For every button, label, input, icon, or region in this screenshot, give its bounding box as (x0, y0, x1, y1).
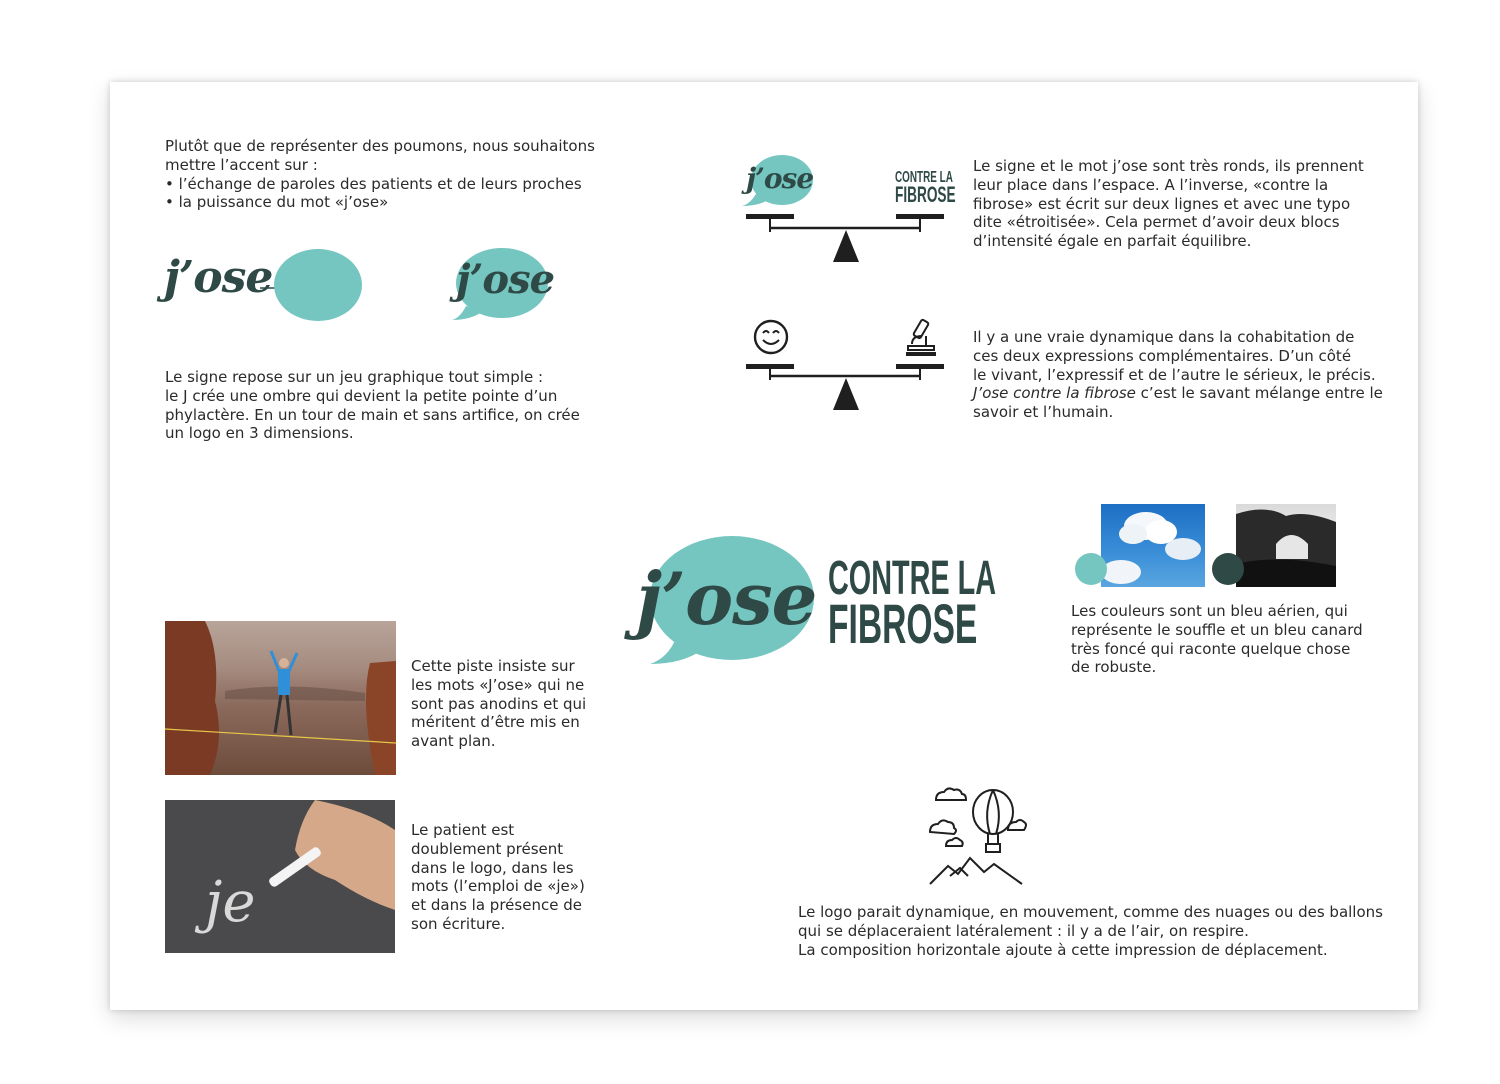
logo-word-large: j’ose (636, 556, 817, 641)
logo-word-small: j’ose (456, 256, 555, 303)
intro-text: Plutôt que de représenter des poumons, nous souhaitons mettre l’accent sur : • l’échange de paroles des patients et de leurs proches • la puissance du mot «j’ose» (165, 137, 595, 212)
balance-logo-diagram (740, 150, 960, 270)
balance2-text: Il y a une vraie dynamique dans la cohabitation de ces deux expressions complémentaires. D’un côté le vivant, l’expressif et de l’autre le sérieux, le précis. J’ose contre la fibrose c’est le savant mélange entre le savoir et l’humain. (973, 328, 1383, 422)
chalk-writing-photo (165, 800, 395, 953)
dynamique-text: Le logo parait dynamique, en mouvement, comme des nuages ou des ballons qui se déplaceraient latéralement : il y a de l’air, on respire. La composition horizontale ajoute à cette impression de déplacement. (798, 903, 1383, 959)
dark-color-swatch (1211, 552, 1245, 586)
hot-air-balloon-icon (928, 786, 1028, 886)
chalk-word: je (205, 870, 256, 935)
patient-text: Le patient est doublement présent dans le logo, dans les mots (l’emploi de «je») et dans la présence de son écriture. (411, 821, 585, 933)
light-color-swatch (1074, 552, 1108, 586)
logo-word-mini: j’ose (746, 162, 814, 195)
smiley-icon (752, 318, 790, 356)
balance1-text: Le signe et le mot j’ose sont très ronds, ils prennent leur place dans l’espace. A l’inverse, «contre la fibrose» est écrit sur deux lignes et avec une typo dite «étroitisée». Cela permet d’avoir deux blocs d’intensité égale en parfait équilibre. (973, 157, 1364, 251)
piste-text: Cette piste insiste sur les mots «J’ose» qui ne sont pas anodins et qui méritent d’être mis en avant plan. (411, 657, 587, 751)
balance-scale-icon (746, 212, 948, 264)
logo-word-small: j’ose (164, 252, 273, 303)
tagline-large: CONTRE LA FIBROSE (828, 552, 996, 655)
signe-text: Le signe repose sur un jeu graphique tout simple : le J crée une ombre qui devient la petite pointe d’un phylactère. En un tour de main et sans artifice, on crée un logo en 3 dimensions. (165, 368, 580, 443)
color-swatches (1074, 502, 1340, 590)
balance-icons-diagram (746, 318, 956, 418)
speech-bubble-shape (272, 248, 364, 322)
colors-text: Les couleurs sont un bleu aérien, qui représente le souffle et un bleu canard très foncé qui raconte quelque chose de robuste. (1071, 602, 1363, 677)
slackline-photo (165, 621, 396, 775)
logo-small-final (446, 244, 556, 326)
brochure-page (110, 82, 1418, 1010)
balance-scale-icon (746, 362, 948, 414)
microscope-icon (904, 318, 938, 358)
sky-photo (1101, 504, 1205, 587)
main-logo (628, 534, 996, 669)
rock-photo (1236, 504, 1336, 587)
tagline-mini: CONTRE LA FIBROSE (895, 169, 956, 207)
